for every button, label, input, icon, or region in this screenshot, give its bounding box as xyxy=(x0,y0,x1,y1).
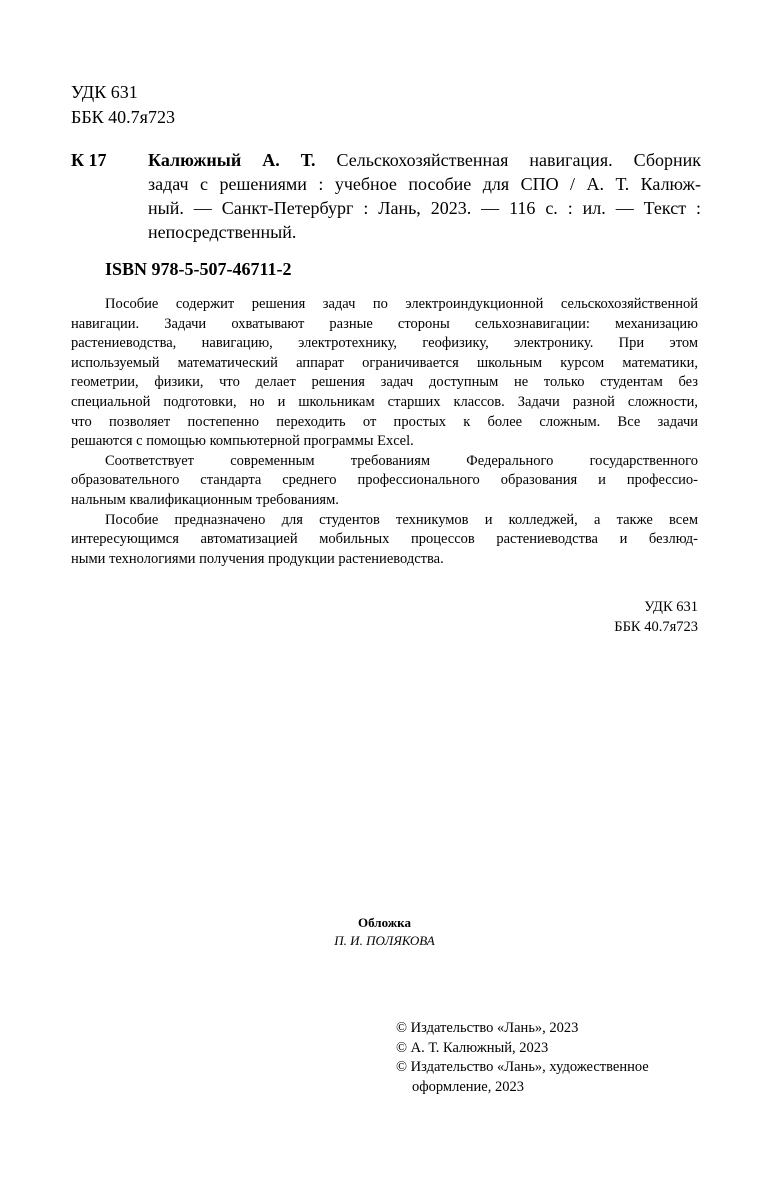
bottom-classification xyxy=(614,598,698,637)
bibliographic-entry xyxy=(71,148,701,244)
abstract-line: геометрии, физики, что делает решения задач доступным не только студентам без xyxy=(71,374,698,391)
biblio-line-3: ный. — Санкт-Петербург : Лань, 2023. — 116 с. : ил. — Текст : xyxy=(148,198,701,218)
cover-label: Обложка xyxy=(358,915,411,930)
cover-credit xyxy=(0,914,769,950)
abstract-line: растениеводства, навигацию, электротехнику, геофизику, электронику. При этом xyxy=(71,335,698,352)
biblio-line-4: непосредственный. xyxy=(148,222,297,242)
abstract-line: Пособие предназначено для студентов техникумов и колледжей, а также всем xyxy=(105,511,698,528)
abstract-line: что позволяет постепенно переходить от простых к более сложным. Все задачи xyxy=(71,413,698,430)
abstract-line: специальной подготовки, но и школьникам старших классов. Задачи разной сложности, xyxy=(71,393,698,410)
abstract-line: решаются с помощью компьютерной программы Excel. xyxy=(71,433,414,450)
author-name: Калюжный А. Т. xyxy=(148,150,316,170)
abstract-line: навигации. Задачи охватывают разные стороны сельхознавигации: механизацию xyxy=(71,315,698,332)
title-text: Сельскохозяйственная навигация. Сборник xyxy=(336,150,702,170)
bbk-code: ББК 40.7я723 xyxy=(614,618,698,635)
bbk-code: ББК 40.7я723 xyxy=(71,107,175,127)
abstract-line: Пособие содержит решения задач по электроиндукционной сельскохозяйственной xyxy=(105,296,698,312)
copyright-line: © Издательство «Лань», 2023 xyxy=(396,1020,579,1036)
abstract-line: используемый математический аппарат ограничивается школьным курсом математики, xyxy=(71,354,698,371)
abstract-line: образовательного стандарта среднего профессионального образования и профессио- xyxy=(71,472,698,489)
abstract-line: Соответствует современным требованиям Федерального государственного xyxy=(105,452,698,469)
biblio-line-2: задач с решениями : учебное пособие для СПО / А. Т. Калюж- xyxy=(148,174,701,194)
udk-code: УДК 631 xyxy=(71,82,138,102)
abstract-line: ными технологиями получения продукции растениеводства. xyxy=(71,550,444,567)
copyright-line: © Издательство «Лань», художественное xyxy=(396,1059,649,1076)
copyright-line: оформление, 2023 xyxy=(412,1078,524,1095)
abstract xyxy=(71,295,698,569)
copyright-block xyxy=(396,1019,649,1097)
abstract-line: интересующимся автоматизацией мобильных процессов растениеводства и безлюд- xyxy=(71,531,698,548)
udk-code: УДК 631 xyxy=(644,599,698,615)
bibliographic-description xyxy=(148,148,701,244)
author-mark: К 17 xyxy=(71,150,107,170)
isbn: ISBN 978-5-507-46711-2 xyxy=(105,259,292,279)
biblio-line-1 xyxy=(148,148,701,172)
top-classification xyxy=(71,80,175,130)
copyright-line: © А. Т. Калюжный, 2023 xyxy=(396,1039,549,1056)
abstract-line: нальным квалификационным требованиям. xyxy=(71,491,339,508)
cover-artist: П. И. ПОЛЯКОВА xyxy=(334,933,435,948)
